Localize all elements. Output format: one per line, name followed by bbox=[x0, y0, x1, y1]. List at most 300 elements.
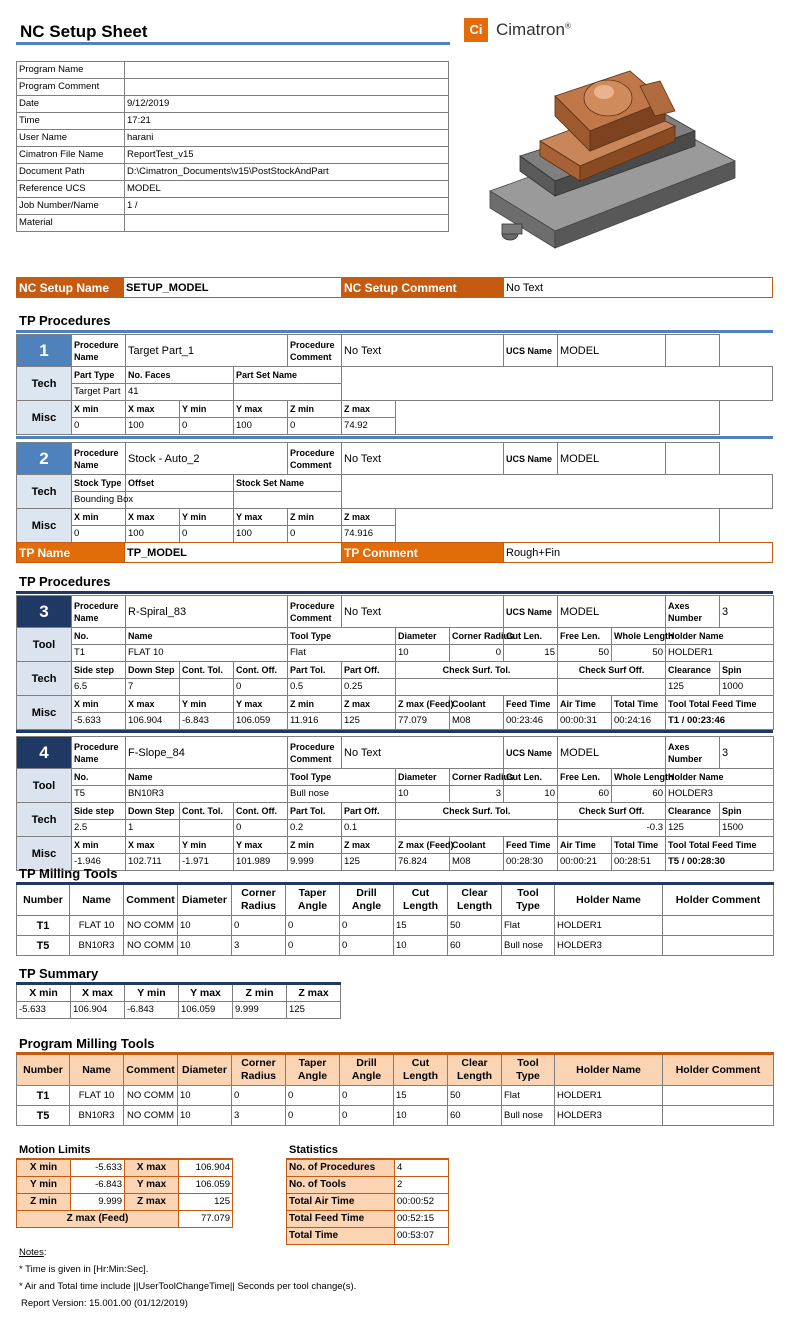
cell bbox=[558, 679, 666, 696]
column-header: Drill Angle bbox=[340, 1054, 394, 1086]
cell: 10 bbox=[178, 936, 232, 956]
cell: Down Step bbox=[126, 662, 180, 679]
cell: 2 bbox=[17, 443, 72, 475]
limit-label: Z max (Feed) bbox=[17, 1211, 179, 1228]
cell: Z min bbox=[288, 837, 342, 854]
cell: 0 bbox=[232, 916, 286, 936]
column-header: Name bbox=[70, 884, 124, 916]
column-header: Comment bbox=[124, 884, 178, 916]
cell: Part Type bbox=[72, 367, 126, 384]
cell: 3 bbox=[17, 596, 72, 628]
column-header: Diameter bbox=[178, 1054, 232, 1086]
cell bbox=[396, 526, 720, 543]
cell: 3 bbox=[720, 596, 774, 628]
cell: 60 bbox=[612, 786, 666, 803]
cell: 0 bbox=[288, 418, 342, 435]
cell: Part Tol. bbox=[288, 803, 342, 820]
cell: Coolant bbox=[450, 696, 504, 713]
cell: Y max bbox=[234, 401, 288, 418]
tp-procedure-block bbox=[16, 595, 774, 730]
column-header: Diameter bbox=[178, 884, 232, 916]
cell: 3 bbox=[232, 936, 286, 956]
column-header: Holder Comment bbox=[663, 1054, 774, 1086]
cell: 106.059 bbox=[234, 713, 288, 730]
cell: 11.916 bbox=[288, 713, 342, 730]
cell: BN10R3 bbox=[70, 1106, 124, 1126]
cell: Diameter bbox=[396, 769, 450, 786]
column-header: Number bbox=[17, 884, 70, 916]
tp-summary-table bbox=[16, 982, 341, 1019]
cell: -5.633 bbox=[17, 1002, 71, 1019]
cell: MODEL bbox=[125, 181, 449, 198]
cell: -6.843 bbox=[125, 1002, 179, 1019]
cell: 101.989 bbox=[234, 854, 288, 871]
cell: T5 bbox=[72, 786, 126, 803]
cimatron-logo-icon: Ci bbox=[464, 18, 488, 42]
cell: Whole Length bbox=[612, 769, 666, 786]
cell: 10 bbox=[396, 786, 450, 803]
cell: 00:28:30 bbox=[504, 854, 558, 871]
cell: harani bbox=[125, 130, 449, 147]
tp-milling-tools-heading: TP Milling Tools bbox=[19, 866, 118, 881]
misc-label: Misc bbox=[17, 696, 72, 730]
ucs-name-value: MODEL bbox=[558, 737, 666, 769]
limit-value: -6.843 bbox=[71, 1177, 125, 1194]
nc-setup-comment-value: No Text bbox=[504, 278, 773, 298]
cell: Stock Set Name bbox=[234, 475, 342, 492]
cell: 1 bbox=[126, 820, 180, 837]
cell: Program Name bbox=[17, 62, 125, 79]
column-header: Comment bbox=[124, 1054, 178, 1086]
column-header: Clear Length bbox=[448, 1054, 502, 1086]
cell: Diameter bbox=[396, 628, 450, 645]
tech-label: Tech bbox=[17, 662, 72, 696]
cell: 0 bbox=[340, 916, 394, 936]
setup-procedures-rule bbox=[16, 330, 773, 333]
cell: Free Len. bbox=[558, 769, 612, 786]
cell bbox=[396, 679, 558, 696]
cell: 15 bbox=[394, 1086, 448, 1106]
column-header: Name bbox=[70, 1054, 124, 1086]
setup-procedure-block bbox=[16, 442, 773, 543]
stat-value: 2 bbox=[395, 1177, 449, 1194]
cell: 0 bbox=[234, 820, 288, 837]
cell: No. bbox=[72, 769, 126, 786]
cell: Side step bbox=[72, 803, 126, 820]
motion-limits-heading: Motion Limits bbox=[19, 1144, 91, 1156]
cell bbox=[234, 384, 342, 401]
cell bbox=[396, 820, 558, 837]
cell: 0 bbox=[232, 1086, 286, 1106]
limit-value: 106.904 bbox=[179, 1159, 233, 1177]
cell: Cimatron File Name bbox=[17, 147, 125, 164]
cell: HOLDER3 bbox=[666, 786, 774, 803]
cell: T1 bbox=[72, 645, 126, 662]
cell: 0 bbox=[286, 1086, 340, 1106]
cell: 76.824 bbox=[396, 854, 450, 871]
cell: Offset bbox=[126, 475, 234, 492]
cell: Tool Total Feed Time bbox=[666, 837, 774, 854]
cell: 1000 bbox=[720, 679, 774, 696]
cell: 74.916 bbox=[342, 526, 396, 543]
report-version: Report Version: 15.001.00 (01/12/2019) bbox=[21, 1298, 188, 1309]
ucs-name-label: UCS Name bbox=[504, 443, 558, 475]
cell: Y max bbox=[234, 509, 288, 526]
cell: Job Number/Name bbox=[17, 198, 125, 215]
cell: 50 bbox=[612, 645, 666, 662]
cell: X min bbox=[72, 837, 126, 854]
cell: 0.1 bbox=[342, 820, 396, 837]
setup-procedure-block bbox=[16, 334, 773, 435]
column-header: Corner Radius bbox=[232, 1054, 286, 1086]
limit-value: -5.633 bbox=[71, 1159, 125, 1177]
note-line-2: * Air and Total time include ||UserToolChangeTime|| Seconds per tool change(s). bbox=[19, 1281, 357, 1292]
cell: Y min bbox=[180, 401, 234, 418]
cell: 9/12/2019 bbox=[125, 96, 449, 113]
cell bbox=[342, 492, 773, 509]
cell: 50 bbox=[558, 645, 612, 662]
part-preview-image bbox=[480, 66, 770, 266]
cell bbox=[342, 475, 773, 492]
info-row bbox=[17, 181, 449, 198]
setup-procedures-list bbox=[16, 334, 773, 547]
cell: BN10R3 bbox=[70, 936, 124, 956]
cell: FLAT 10 bbox=[126, 645, 288, 662]
column-header: Holder Name bbox=[555, 884, 663, 916]
nc-setup-bar bbox=[16, 277, 773, 298]
procedure-name-label: Procedure Name bbox=[72, 335, 126, 367]
info-row bbox=[17, 96, 449, 113]
column-header: X max bbox=[71, 984, 125, 1002]
tp-procedures-rule bbox=[16, 591, 773, 594]
program-info-table bbox=[16, 61, 449, 232]
cell: 10 bbox=[396, 645, 450, 662]
stat-label: No. of Procedures bbox=[287, 1159, 395, 1177]
column-header: Drill Angle bbox=[340, 884, 394, 916]
note-line-1: * Time is given in [Hr:Min:Sec]. bbox=[19, 1264, 149, 1275]
procedure-name-label: Procedure Name bbox=[72, 737, 126, 769]
stat-value: 00:52:15 bbox=[395, 1211, 449, 1228]
ucs-name-value: MODEL bbox=[558, 596, 666, 628]
cell: Y min bbox=[180, 509, 234, 526]
cell: 0 bbox=[72, 526, 126, 543]
stat-label: No. of Tools bbox=[287, 1177, 395, 1194]
cell: Z min bbox=[288, 509, 342, 526]
cell: -6.843 bbox=[180, 713, 234, 730]
cell: NO COMM bbox=[124, 936, 178, 956]
cell: Name bbox=[126, 628, 288, 645]
procedure-comment-label: Procedure Comment bbox=[288, 443, 342, 475]
cell: 60 bbox=[448, 1106, 502, 1126]
stat-value: 00:53:07 bbox=[395, 1228, 449, 1245]
cell: HOLDER1 bbox=[555, 916, 663, 936]
cell: 0 bbox=[450, 645, 504, 662]
column-header: Y max bbox=[179, 984, 233, 1002]
cell: 106.904 bbox=[71, 1002, 125, 1019]
info-row bbox=[17, 198, 449, 215]
cell: Tool Type bbox=[288, 769, 396, 786]
cell: Cut Len. bbox=[504, 628, 558, 645]
cell: Y max bbox=[234, 696, 288, 713]
cell: HOLDER3 bbox=[555, 936, 663, 956]
tp-procedures-heading: TP Procedures bbox=[19, 574, 111, 589]
stat-value: 4 bbox=[395, 1159, 449, 1177]
column-header: X min bbox=[17, 984, 71, 1002]
cell: 0.5 bbox=[288, 679, 342, 696]
tp-summary-heading: TP Summary bbox=[19, 966, 99, 981]
cell bbox=[396, 418, 719, 435]
cell: 50 bbox=[448, 916, 502, 936]
cell: T5 bbox=[17, 1106, 70, 1126]
procedure-name-value: Target Part_1 bbox=[126, 335, 288, 367]
cell: Bull nose bbox=[502, 1106, 555, 1126]
cell: Holder Name bbox=[666, 628, 774, 645]
block-separator bbox=[16, 436, 773, 439]
motion-limit-row bbox=[17, 1194, 233, 1211]
cell: 4 bbox=[17, 737, 72, 769]
cell: NO COMM bbox=[124, 1086, 178, 1106]
cell: Check Surf Off. bbox=[558, 803, 666, 820]
cell: 50 bbox=[448, 1086, 502, 1106]
statistic-row bbox=[287, 1228, 449, 1245]
cell: T1 bbox=[17, 916, 70, 936]
cell: Corner Radius bbox=[450, 628, 504, 645]
cell: 74.92 bbox=[342, 418, 396, 435]
column-header: Z max bbox=[287, 984, 341, 1002]
column-header: Cut Length bbox=[394, 1054, 448, 1086]
tp-procedures-list bbox=[16, 595, 773, 874]
cell: 77.079 bbox=[396, 713, 450, 730]
tech-label: Tech bbox=[17, 367, 72, 401]
stat-value: 00:00:52 bbox=[395, 1194, 449, 1211]
cell bbox=[666, 335, 719, 367]
motion-limits-table bbox=[16, 1158, 233, 1228]
column-header: Holder Comment bbox=[663, 884, 774, 916]
limit-value: 106.059 bbox=[179, 1177, 233, 1194]
tp-milling-tools-table bbox=[16, 882, 774, 956]
cell: No. Faces bbox=[126, 367, 234, 384]
cell: 0 bbox=[72, 418, 126, 435]
cell: FLAT 10 bbox=[70, 1086, 124, 1106]
info-row bbox=[17, 147, 449, 164]
info-row bbox=[17, 113, 449, 130]
ucs-name-label: UCS Name bbox=[504, 335, 558, 367]
limit-value: 9.999 bbox=[71, 1194, 125, 1211]
setup-procedures-heading: TP Procedures bbox=[19, 313, 111, 328]
cell bbox=[234, 492, 342, 509]
column-header: Y min bbox=[125, 984, 179, 1002]
info-row bbox=[17, 164, 449, 181]
cell: Bull nose bbox=[502, 936, 555, 956]
cell: Tool Total Feed Time bbox=[666, 696, 774, 713]
tech-label: Tech bbox=[17, 803, 72, 837]
cell: Coolant bbox=[450, 837, 504, 854]
cell: ReportTest_v15 bbox=[125, 147, 449, 164]
notes-heading: Notes: bbox=[19, 1247, 47, 1258]
limit-value: 125 bbox=[179, 1194, 233, 1211]
stat-label: Total Feed Time bbox=[287, 1211, 395, 1228]
cell: Z max bbox=[342, 696, 396, 713]
cell: Free Len. bbox=[558, 628, 612, 645]
cell: 9.999 bbox=[288, 854, 342, 871]
cell bbox=[396, 401, 719, 418]
cell: 125 bbox=[287, 1002, 341, 1019]
limit-label: X min bbox=[17, 1159, 71, 1177]
cell: FLAT 10 bbox=[70, 916, 124, 936]
column-header: Z min bbox=[233, 984, 287, 1002]
table-row bbox=[17, 1086, 774, 1106]
cell: Check Surf. Tol. bbox=[396, 803, 558, 820]
brand-name: Cimatron® bbox=[496, 20, 571, 39]
cell: Spin bbox=[720, 662, 774, 679]
cell bbox=[125, 215, 449, 232]
cell: NO COMM bbox=[124, 1106, 178, 1126]
statistics-table bbox=[286, 1158, 449, 1245]
cell bbox=[663, 916, 774, 936]
statistics-heading: Statistics bbox=[289, 1144, 338, 1156]
ucs-name-label: UCS Name bbox=[504, 596, 558, 628]
cell: Z max bbox=[342, 401, 396, 418]
cell: X min bbox=[72, 696, 126, 713]
cell: 0 bbox=[340, 1086, 394, 1106]
cell: Flat bbox=[502, 916, 555, 936]
cell: D:\Cimatron_Documents\v15\PostStockAndPart bbox=[125, 164, 449, 181]
cell: 1500 bbox=[720, 820, 774, 837]
cell: X max bbox=[126, 837, 180, 854]
cell: Air Time bbox=[558, 696, 612, 713]
cell: Feed Time bbox=[504, 837, 558, 854]
table-row bbox=[17, 916, 774, 936]
tp-comment-value: Rough+Fin bbox=[504, 543, 773, 563]
motion-limit-row bbox=[17, 1159, 233, 1177]
cell: 3 bbox=[232, 1106, 286, 1126]
cell: Cont. Tol. bbox=[180, 803, 234, 820]
procedure-name-label: Procedure Name bbox=[72, 443, 126, 475]
procedure-name-value: R-Spiral_83 bbox=[126, 596, 288, 628]
cell: 106.059 bbox=[179, 1002, 233, 1019]
cell: Corner Radius bbox=[450, 769, 504, 786]
cell: Cont. Off. bbox=[234, 662, 288, 679]
axes-number-label: Axes Number bbox=[666, 737, 720, 769]
cell: 106.904 bbox=[126, 713, 180, 730]
cell: 6.5 bbox=[72, 679, 126, 696]
cell: 100 bbox=[126, 526, 180, 543]
column-header: Corner Radius bbox=[232, 884, 286, 916]
cell: Part Tol. bbox=[288, 662, 342, 679]
cell: 3 bbox=[450, 786, 504, 803]
cell: Air Time bbox=[558, 837, 612, 854]
cell: 0.2 bbox=[288, 820, 342, 837]
cell: Y max bbox=[234, 837, 288, 854]
cell: 0 bbox=[180, 526, 234, 543]
cell bbox=[342, 367, 773, 384]
cell: 0.25 bbox=[342, 679, 396, 696]
limit-label: Y min bbox=[17, 1177, 71, 1194]
cell bbox=[125, 79, 449, 96]
cell: 0 bbox=[180, 418, 234, 435]
column-header: Cut Length bbox=[394, 884, 448, 916]
tp-name-value: TP_MODEL bbox=[125, 543, 342, 563]
cell: Bounding Box bbox=[72, 492, 126, 509]
info-row bbox=[17, 130, 449, 147]
cell: T5 bbox=[17, 936, 70, 956]
cell: -1.971 bbox=[180, 854, 234, 871]
cell: Z min bbox=[288, 696, 342, 713]
misc-label: Misc bbox=[17, 509, 72, 543]
title-underline bbox=[16, 42, 450, 45]
cell: M08 bbox=[450, 854, 504, 871]
statistic-row bbox=[287, 1211, 449, 1228]
ucs-name-value: MODEL bbox=[558, 335, 666, 367]
cell: 10 bbox=[178, 916, 232, 936]
cell: No. bbox=[72, 628, 126, 645]
limit-label: Z min bbox=[17, 1194, 71, 1211]
motion-limit-row bbox=[17, 1211, 233, 1228]
procedure-comment-label: Procedure Comment bbox=[288, 335, 342, 367]
cell: Z min bbox=[288, 401, 342, 418]
block-separator bbox=[16, 730, 773, 733]
cell: 17:21 bbox=[125, 113, 449, 130]
cell: Z max bbox=[342, 509, 396, 526]
cell: HOLDER1 bbox=[666, 645, 774, 662]
ucs-name-label: UCS Name bbox=[504, 737, 558, 769]
cell: T1 / 00:23:46 bbox=[666, 713, 774, 730]
procedure-name-label: Procedure Name bbox=[72, 596, 126, 628]
stat-label: Total Air Time bbox=[287, 1194, 395, 1211]
info-row bbox=[17, 215, 449, 232]
cell: Cont. Off. bbox=[234, 803, 288, 820]
tp-name-label: TP Name bbox=[17, 543, 125, 563]
ucs-name-value: MODEL bbox=[558, 443, 666, 475]
statistic-row bbox=[287, 1194, 449, 1211]
procedure-name-value: F-Slope_84 bbox=[126, 737, 288, 769]
cell: Target Part bbox=[72, 384, 126, 401]
cell: Z max (Feed) bbox=[396, 696, 450, 713]
cell: Tool Type bbox=[288, 628, 396, 645]
cell: 125 bbox=[666, 679, 720, 696]
motion-limit-row bbox=[17, 1177, 233, 1194]
cell: 102.711 bbox=[126, 854, 180, 871]
cell: Bull nose bbox=[288, 786, 396, 803]
procedure-comment-value: No Text bbox=[342, 596, 504, 628]
table-row bbox=[17, 1106, 774, 1126]
cell: HOLDER1 bbox=[555, 1086, 663, 1106]
cell: 00:28:51 bbox=[612, 854, 666, 871]
cell: X min bbox=[72, 509, 126, 526]
limit-label: Z max bbox=[125, 1194, 179, 1211]
cell: Name bbox=[126, 769, 288, 786]
cell bbox=[663, 1106, 774, 1126]
cell: M08 bbox=[450, 713, 504, 730]
cell: Part Off. bbox=[342, 662, 396, 679]
cell: Holder Name bbox=[666, 769, 774, 786]
cell: 3 bbox=[720, 737, 774, 769]
cell: Z max (Feed) bbox=[396, 837, 450, 854]
cell: Total Time bbox=[612, 696, 666, 713]
cell bbox=[666, 443, 720, 475]
cell: 0 bbox=[286, 916, 340, 936]
nc-setup-name-label: NC Setup Name bbox=[17, 278, 124, 298]
cell: Part Off. bbox=[342, 803, 396, 820]
cell: Total Time bbox=[612, 837, 666, 854]
cell: 0 bbox=[286, 1106, 340, 1126]
cell: 00:00:21 bbox=[558, 854, 612, 871]
cell: Check Surf. Tol. bbox=[396, 662, 558, 679]
column-header: Number bbox=[17, 1054, 70, 1086]
column-header: Tool Type bbox=[502, 884, 555, 916]
cell bbox=[663, 1086, 774, 1106]
cell: 9.999 bbox=[233, 1002, 287, 1019]
